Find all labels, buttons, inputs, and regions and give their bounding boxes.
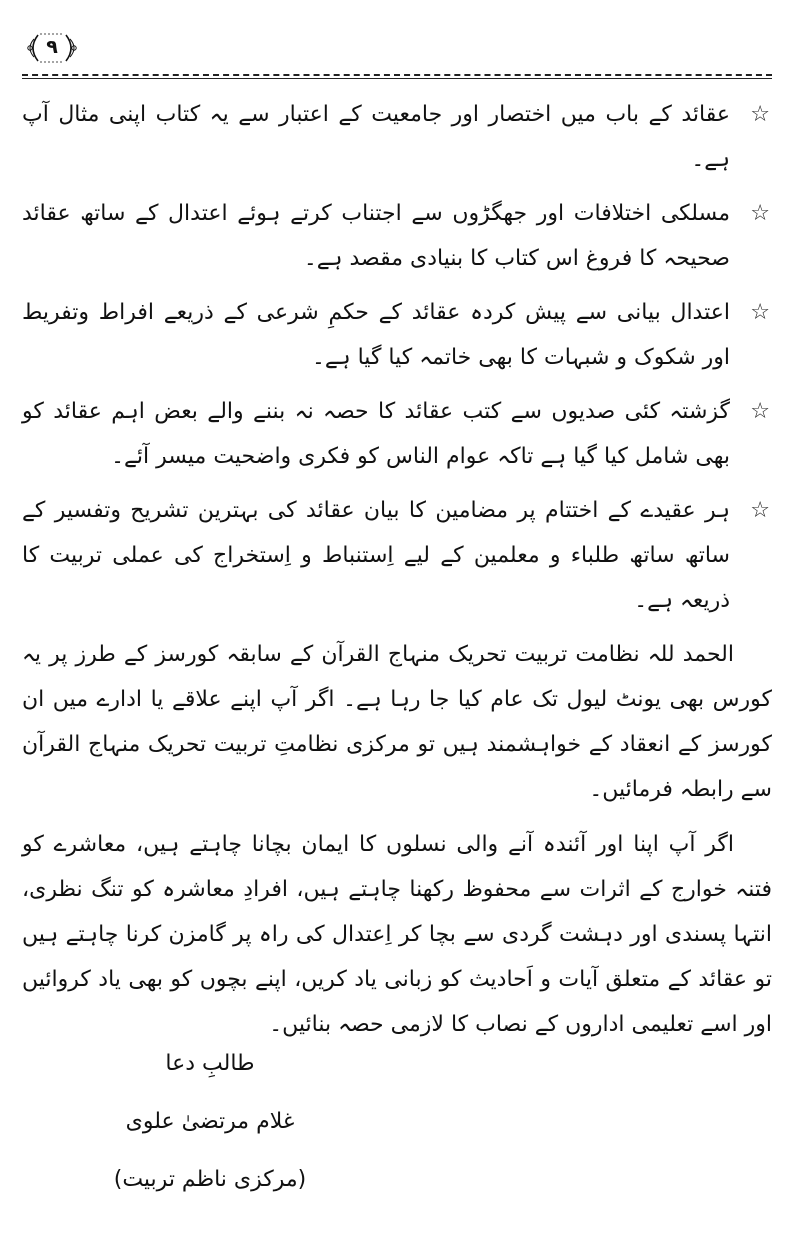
header-divider-line bbox=[22, 78, 772, 79]
bullet-item bbox=[22, 191, 772, 281]
signature-salutation: طالبِ دعا bbox=[165, 1051, 255, 1076]
bullet-item bbox=[22, 290, 772, 380]
star-icon: ☆ bbox=[750, 300, 770, 325]
signature-designation: (مرکزی ناظم تربیت) bbox=[113, 1167, 307, 1192]
signature-name: غلام مرتضیٰ علوی bbox=[125, 1109, 295, 1134]
star-icon: ☆ bbox=[750, 399, 770, 424]
bullet-text: عقائد کے باب میں اختصار اور جامعیت کے اعتبار سے یہ کتاب اپنی مثال آپ ہے۔ bbox=[22, 102, 730, 172]
bullet-item bbox=[22, 92, 772, 182]
bullet-item bbox=[22, 389, 772, 479]
bullet-text: ہر عقیدے کے اختتام پر مضامین کا بیان عقائد کی بہترین تشریح وتفسیر کے ساتھ ساتھ طلباء و معلمین کے لیے اِستنباط و اِستخراج کی عملی تربیت کا ذریعہ ہے۔ bbox=[22, 498, 730, 613]
bullet-text: اعتدال بیانی سے پیش کردہ عقائد کے حکمِ شرعی کے ذریعے افراط وتفریط اور شکوک و شبہات کا بھی خاتمہ کیا گیا ہے۔ bbox=[22, 300, 730, 370]
bullet-text: گزشتہ کئی صدیوں سے کتب عقائد کا حصہ نہ بننے والے بعض اہم عقائد کو بھی شامل کیا گیا ہے تاکہ عوام الناس کو فکری واضحیت میسر آئے۔ bbox=[22, 399, 730, 469]
paragraph-contact: الحمد للہ نظامت تربیت تحریک منہاج القرآن کے سابقہ کورسز کے طرز پر یہ کورس بھی یونٹ لیول تک عام کیا جا رہا ہے۔ اگر آپ اپنے علاقے یا ادارے میں ان کورسز کے انعقاد کے خواہشمند ہیں تو مرکزی نظامتِ تربیت تحریک منہاج القرآن سے رابطہ فرمائیں۔ bbox=[22, 642, 772, 802]
bullet-text: مسلکی اختلافات اور جھگڑوں سے اجتناب کرتے ہوئے اعتدال کے ساتھ عقائد صحیحہ کا فروغ اس کتاب کا بنیادی مقصد ہے۔ bbox=[22, 201, 730, 271]
paragraph-appeal: اگر آپ اپنا اور آئندہ آنے والی نسلوں کا ایمان بچانا چاہتے ہیں، معاشرے کو فتنہ خوارج کے اثرات سے محفوظ رکھنا چاہتے ہیں، افرادِ معاشرہ کو تنگ نظری، انتہا پسندی اور دہشت گردی سے بچا کر اِعتدال کی راہ پر گامزن کرنا چاہتے ہیں تو عقائد کے متعلق آیات و اَحادیث کو زبانی یاد کریں، اپنے بچوں کو بھی یاد کروائیں اور اسے تعلیمی اداروں کے نصاب کا لازمی حصہ بنائیں۔ bbox=[22, 832, 772, 1037]
star-icon: ☆ bbox=[750, 201, 770, 226]
bullet-item bbox=[22, 488, 772, 623]
header-divider-dashed bbox=[22, 74, 772, 76]
body-text bbox=[22, 92, 772, 1057]
page-number: ۹ bbox=[46, 36, 58, 58]
star-icon: ☆ bbox=[750, 102, 770, 127]
star-icon: ☆ bbox=[750, 498, 770, 523]
signature-block bbox=[110, 1035, 310, 1209]
page-number-badge bbox=[24, 31, 80, 65]
